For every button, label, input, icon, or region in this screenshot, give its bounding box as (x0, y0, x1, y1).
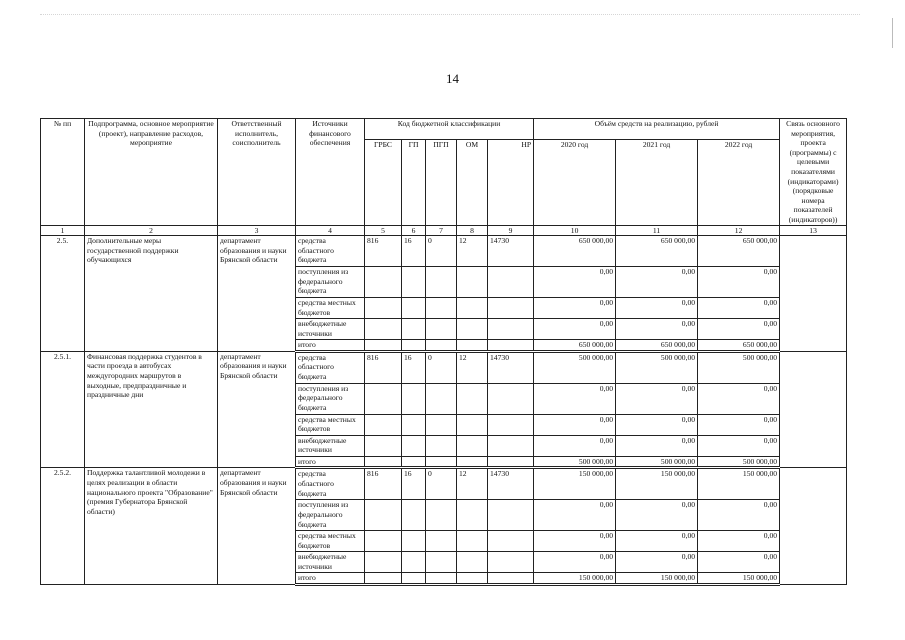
column-number: 11 (616, 225, 698, 236)
header-executor: Ответственный исполнитель, соисполнитель (218, 119, 296, 226)
amount-2020: 0,00 (534, 298, 616, 319)
total-2021: 150 000,00 (616, 573, 698, 585)
code-empty (457, 573, 488, 585)
code-empty (402, 573, 426, 585)
code-gp (402, 267, 426, 298)
funding-source: внебюджетные источники (296, 435, 365, 456)
code-gp (402, 435, 426, 456)
funding-source: средства областного бюджета (296, 236, 365, 267)
budget-table (40, 118, 847, 586)
code-empty (457, 456, 488, 468)
code-empty (402, 340, 426, 352)
total-2022: 150 000,00 (698, 573, 780, 585)
scan-edge-mark (892, 18, 893, 48)
code-grbs (365, 298, 402, 319)
column-number: 7 (426, 225, 457, 236)
amount-2020: 0,00 (534, 500, 616, 531)
code-grbs (365, 383, 402, 414)
header-gp: ГП (402, 139, 426, 225)
code-grbs: 816 (365, 468, 402, 500)
code-nr: 14730 (488, 236, 534, 267)
code-nr (488, 531, 534, 552)
code-pgp (426, 383, 457, 414)
section-executor: департамент образования и науки Брянской области (218, 468, 296, 585)
funding-source: поступления из федерального бюджета (296, 383, 365, 414)
header-om: ОМ (457, 139, 488, 225)
total-label: итого (296, 456, 365, 468)
code-empty (402, 456, 426, 468)
section-name: Финансовая поддержка студентов в части проезда в автобусах междугородних маршрутов в выходные, предпраздничные и праздничные дни (85, 351, 218, 468)
code-grbs (365, 414, 402, 435)
header-link: Связь основного мероприятия, проекта (программы) с целевыми показателями (индикаторами) (порядковые номера показателей (индикаторов)) (780, 119, 847, 226)
code-grbs (365, 319, 402, 340)
amount-2021: 150 000,00 (616, 468, 698, 500)
code-gp: 16 (402, 236, 426, 267)
header-sources: Источники финансового обеспечения (296, 119, 365, 226)
funding-source: средства областного бюджета (296, 351, 365, 383)
code-grbs (365, 531, 402, 552)
amount-2022: 0,00 (698, 552, 780, 573)
code-gp: 16 (402, 468, 426, 500)
code-om (457, 500, 488, 531)
total-2021: 650 000,00 (616, 340, 698, 352)
code-empty (426, 340, 457, 352)
code-om (457, 552, 488, 573)
table-row (41, 236, 847, 267)
code-om (457, 298, 488, 319)
amount-2021: 0,00 (616, 298, 698, 319)
column-number: 3 (218, 225, 296, 236)
code-grbs (365, 552, 402, 573)
code-nr: 14730 (488, 468, 534, 500)
column-number: 5 (365, 225, 402, 236)
column-number: 10 (534, 225, 616, 236)
code-empty (365, 573, 402, 585)
code-pgp (426, 500, 457, 531)
amount-2022: 0,00 (698, 267, 780, 298)
code-gp (402, 383, 426, 414)
amount-2020: 0,00 (534, 383, 616, 414)
total-2020: 150 000,00 (534, 573, 616, 585)
code-empty (457, 340, 488, 352)
funding-source: поступления из федерального бюджета (296, 500, 365, 531)
amount-2021: 0,00 (616, 500, 698, 531)
section-name: Поддержка талантливой молодежи в целях реализации в области национального проекта "Образование" (премия Губернатора Брянской области) (85, 468, 218, 585)
code-empty (365, 340, 402, 352)
code-om: 12 (457, 351, 488, 383)
code-pgp (426, 414, 457, 435)
section-executor: департамент образования и науки Брянской области (218, 236, 296, 352)
code-nr (488, 414, 534, 435)
section-name: Дополнительные меры государственной поддержки обучающихся (85, 236, 218, 352)
table-body (41, 236, 847, 585)
column-number: 13 (780, 225, 847, 236)
code-om (457, 531, 488, 552)
code-nr (488, 383, 534, 414)
code-om (457, 383, 488, 414)
funding-source: средства областного бюджета (296, 468, 365, 500)
column-number: 9 (488, 225, 534, 236)
header-row-1 (41, 119, 847, 140)
funding-source: поступления из федерального бюджета (296, 267, 365, 298)
amount-2022: 0,00 (698, 531, 780, 552)
section-number: 2.5. (41, 236, 85, 352)
column-number-row (41, 225, 847, 236)
code-grbs: 816 (365, 236, 402, 267)
code-pgp: 0 (426, 351, 457, 383)
code-nr (488, 319, 534, 340)
amount-2020: 500 000,00 (534, 351, 616, 383)
amount-2020: 0,00 (534, 319, 616, 340)
column-number: 12 (698, 225, 780, 236)
header-2022: 2022 год (698, 139, 780, 225)
funding-source: средства местных бюджетов (296, 414, 365, 435)
scan-edge-artifact (40, 14, 860, 17)
amount-2022: 500 000,00 (698, 351, 780, 383)
header-volume: Объём средств на реализацию, рублей (534, 119, 780, 140)
total-2022: 650 000,00 (698, 340, 780, 352)
code-grbs (365, 267, 402, 298)
code-gp (402, 298, 426, 319)
code-om (457, 435, 488, 456)
code-pgp (426, 267, 457, 298)
code-gp (402, 414, 426, 435)
column-number: 6 (402, 225, 426, 236)
header-grbs: ГРБС (365, 139, 402, 225)
amount-2021: 0,00 (616, 383, 698, 414)
code-empty (365, 456, 402, 468)
amount-2021: 0,00 (616, 435, 698, 456)
code-gp (402, 552, 426, 573)
indicator-link (780, 236, 847, 352)
amount-2021: 0,00 (616, 319, 698, 340)
code-pgp (426, 552, 457, 573)
section-number: 2.5.1. (41, 351, 85, 468)
total-label: итого (296, 340, 365, 352)
amount-2021: 650 000,00 (616, 236, 698, 267)
code-nr: 14730 (488, 351, 534, 383)
header-2020: 2020 год (534, 139, 616, 225)
amount-2021: 0,00 (616, 552, 698, 573)
amount-2020: 0,00 (534, 552, 616, 573)
code-nr (488, 298, 534, 319)
total-2020: 500 000,00 (534, 456, 616, 468)
amount-2022: 0,00 (698, 298, 780, 319)
funding-source: внебюджетные источники (296, 319, 365, 340)
amount-2020: 150 000,00 (534, 468, 616, 500)
amount-2022: 0,00 (698, 383, 780, 414)
column-number: 2 (85, 225, 218, 236)
amount-2020: 0,00 (534, 531, 616, 552)
header-2021: 2021 год (616, 139, 698, 225)
code-nr (488, 500, 534, 531)
code-om (457, 319, 488, 340)
code-nr (488, 267, 534, 298)
total-2020: 650 000,00 (534, 340, 616, 352)
section-executor: департамент образования и науки Брянской области (218, 351, 296, 468)
header-nr: НР (488, 139, 534, 225)
column-number: 1 (41, 225, 85, 236)
code-nr (488, 435, 534, 456)
indicator-link (780, 351, 847, 468)
code-gp (402, 500, 426, 531)
code-pgp: 0 (426, 236, 457, 267)
column-number: 8 (457, 225, 488, 236)
amount-2022: 150 000,00 (698, 468, 780, 500)
code-grbs: 816 (365, 351, 402, 383)
amount-2020: 0,00 (534, 267, 616, 298)
code-empty (426, 456, 457, 468)
table-row (41, 468, 847, 500)
amount-2021: 0,00 (616, 267, 698, 298)
code-pgp (426, 435, 457, 456)
amount-2022: 0,00 (698, 435, 780, 456)
code-empty (426, 573, 457, 585)
total-label: итого (296, 573, 365, 585)
column-number: 4 (296, 225, 365, 236)
funding-source: внебюджетные источники (296, 552, 365, 573)
code-om: 12 (457, 468, 488, 500)
amount-2022: 0,00 (698, 414, 780, 435)
code-gp: 16 (402, 351, 426, 383)
header-pgp: ПГП (426, 139, 457, 225)
amount-2020: 0,00 (534, 414, 616, 435)
indicator-link (780, 468, 847, 585)
code-empty (488, 340, 534, 352)
amount-2022: 650 000,00 (698, 236, 780, 267)
code-grbs (365, 435, 402, 456)
code-gp (402, 319, 426, 340)
code-empty (488, 456, 534, 468)
code-nr (488, 552, 534, 573)
code-pgp: 0 (426, 468, 457, 500)
code-om (457, 267, 488, 298)
code-gp (402, 531, 426, 552)
code-pgp (426, 531, 457, 552)
total-2022: 500 000,00 (698, 456, 780, 468)
table-row (41, 351, 847, 383)
code-pgp (426, 298, 457, 319)
total-2021: 500 000,00 (616, 456, 698, 468)
header-program: Подпрограмма, основное мероприятие (проект), направление расходов, мероприятие (85, 119, 218, 226)
page-number: 14 (446, 71, 459, 86)
header-num: № пп (41, 119, 85, 226)
amount-2021: 0,00 (616, 414, 698, 435)
code-empty (488, 573, 534, 585)
code-pgp (426, 319, 457, 340)
section-number: 2.5.2. (41, 468, 85, 585)
amount-2020: 0,00 (534, 435, 616, 456)
amount-2021: 500 000,00 (616, 351, 698, 383)
code-om (457, 414, 488, 435)
funding-source: средства местных бюджетов (296, 298, 365, 319)
amount-2022: 0,00 (698, 319, 780, 340)
code-grbs (365, 500, 402, 531)
header-budget-code: Код бюджетной классификации (365, 119, 534, 140)
funding-source: средства местных бюджетов (296, 531, 365, 552)
amount-2021: 0,00 (616, 531, 698, 552)
code-om: 12 (457, 236, 488, 267)
amount-2020: 650 000,00 (534, 236, 616, 267)
amount-2022: 0,00 (698, 500, 780, 531)
